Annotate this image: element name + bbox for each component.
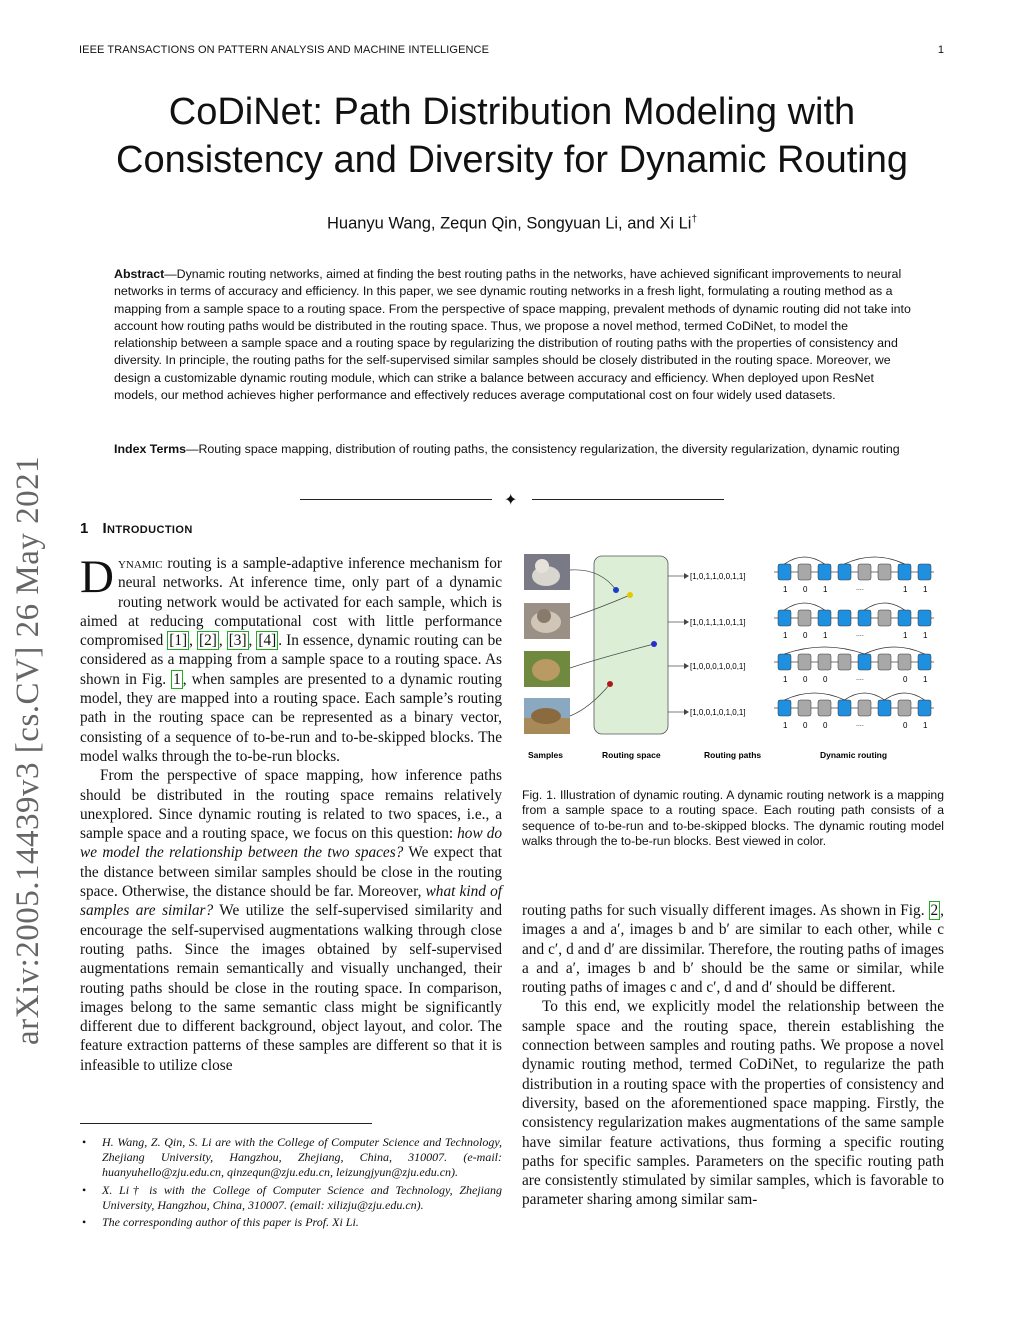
bit-label: 1 bbox=[923, 631, 928, 640]
skip-block bbox=[858, 564, 871, 580]
routing-space-box bbox=[594, 556, 668, 734]
skip-block bbox=[798, 700, 811, 716]
skip-block bbox=[798, 610, 811, 626]
skip-block bbox=[878, 610, 891, 626]
abstract bbox=[114, 266, 912, 404]
skip-block bbox=[838, 654, 851, 670]
bit-label: 1 bbox=[783, 675, 788, 684]
skip-block bbox=[858, 700, 871, 716]
routing-path-label: [1,0,1,1,1,0,1,1] bbox=[690, 618, 746, 627]
skip-block bbox=[818, 654, 831, 670]
intro-text: From the perspective of space mapping, how inference paths should be distributed in the routing space remains relatively unexplored. Since dynamic routing is related to two spaces, i.e., a sample space and a routing space, we focus on this question: bbox=[80, 767, 502, 843]
bit-label: 0 bbox=[903, 721, 908, 730]
ellipsis-label: .... bbox=[856, 675, 864, 682]
run-block bbox=[778, 654, 791, 670]
title-line-2: Consistency and Diversity for Dynamic Routing bbox=[116, 139, 908, 181]
dynamic-routing-blocks bbox=[774, 557, 934, 730]
bit-label: 1 bbox=[923, 675, 928, 684]
footnote-text: H. Wang, Z. Qin, S. Li are with the College of Computer Science and Technology, Zhejiang University, Hangzhou, Zhejiang, China, 310007. (e-mail: huanyuhello@zju.edu.cn, qinzequn@zju.edu.cn, leizungjyun@zju.edu.cn). bbox=[102, 1135, 502, 1180]
right-column-text bbox=[522, 901, 944, 1210]
separator-diamond-icon: ✦ bbox=[504, 492, 518, 509]
bit-label: 1 bbox=[923, 585, 928, 594]
skip-arc bbox=[785, 693, 845, 700]
figure-link[interactable]: 2 bbox=[930, 902, 939, 919]
bit-label: 0 bbox=[803, 631, 808, 640]
bit-label: 1 bbox=[923, 721, 928, 730]
label-samples: Samples bbox=[528, 750, 563, 760]
bit-label: 1 bbox=[783, 721, 788, 730]
routing-dot-b bbox=[627, 592, 633, 598]
question-text: what kind of samples are similar? bbox=[80, 883, 502, 920]
figure-1-caption: Fig. 1. Illustration of dynamic routing. A dynamic routing network is a mapping from a sample space to a routing space. Each routing path consists of a sequence of to-be-run and to-be-skipped blocks. The dynamic routing model walks through the to-be-run blocks. Best viewed in color. bbox=[522, 788, 944, 848]
figure-link[interactable]: 1 bbox=[173, 670, 181, 688]
run-block bbox=[878, 700, 891, 716]
section-separator bbox=[300, 492, 724, 509]
skip-arc bbox=[785, 603, 825, 610]
bit-label: 1 bbox=[903, 585, 908, 594]
sample-images bbox=[524, 554, 570, 734]
citation-link[interactable]: [4] bbox=[258, 632, 277, 650]
skip-block bbox=[798, 654, 811, 670]
author-names: Huanyu Wang, Zequn Qin, Songyuan Li, and Xi Li bbox=[326, 214, 692, 233]
label-dynamic-routing: Dynamic routing bbox=[820, 750, 888, 760]
index-terms-label: Index Terms bbox=[114, 442, 187, 456]
routing-path-label: [1,0,0,1,0,1,0,1] bbox=[690, 708, 746, 717]
routing-dot-c bbox=[651, 641, 657, 647]
run-block bbox=[918, 700, 931, 716]
run-block bbox=[918, 564, 931, 580]
drop-cap: D bbox=[80, 551, 114, 603]
page-number: 1 bbox=[937, 44, 944, 56]
run-block bbox=[778, 610, 791, 626]
skip-block bbox=[798, 564, 811, 580]
index-terms bbox=[114, 441, 912, 458]
skip-block bbox=[878, 654, 891, 670]
bit-label: 0 bbox=[803, 721, 808, 730]
skip-block bbox=[898, 654, 911, 670]
intro-paragraph-4: To this end, we explicitly model the relationship between the sample space and the routing space, therein establishing the connection between samples and routing paths. We propose a novel dynamic routing method, termed CoDiNet, to regularize the path distribution in a routing space with the properties of consistency and diversity, based on the aforementioned space mapping. Firstly, the consistency regularization makes augmentations of the same sample have similar feature activations, thus forming a specific routing paths for specific samples. Parameters on the specific routing path are consistently stimulated by similar samples, which is favorable to parameter sharing among similar sam- bbox=[522, 998, 944, 1209]
skip-arc bbox=[845, 557, 905, 564]
skip-block bbox=[818, 700, 831, 716]
citation-link[interactable]: [1] bbox=[169, 632, 188, 650]
intro-text: , images a and a′, images b and b′ are similar to each other, while c and c′, d and d′ are dissimilar. Therefore, the routing paths of images a and a′, images b and b′ should be the same or similar, while routing paths of images c and c′, d and d′ should be different. bbox=[522, 902, 944, 997]
ellipsis-label: .... bbox=[856, 585, 864, 592]
running-header: IEEE TRANSACTIONS ON PATTERN ANALYSIS AND MACHINE INTELLIGENCE bbox=[79, 44, 490, 56]
question-text: how do we model the relationship between the two spaces? bbox=[80, 825, 502, 862]
ellipsis-label: .... bbox=[856, 721, 864, 728]
skip-arc bbox=[785, 647, 865, 654]
routing-path-label: [1,0,1,1,0,0,1,1] bbox=[690, 572, 746, 581]
bit-label: 1 bbox=[903, 631, 908, 640]
intro-paragraph-1: Dynamic routing is a sample-adaptive inference mechanism for neural networks. At inference time, only part of a dynamic routing network would be activated for each sample, which is aimed at reducing computational cost with little performance compromised [1] , [2] , [3] , [4] . In essence, dynamic routing can be considered as a mapping from a sample space to a routing space. As shown in Fig. 1 , when samples are presented to a dynamic routing model, they are mapped into a routing space. Each sample’s routing path in the routing space can be represented as a binary vector, consisting of a sequence of to-be-run and to-be-skipped blocks. The model walks through the to-be-run blocks. bbox=[80, 551, 503, 765]
intro-text: We expect that the distance between similar samples should be close in the routing space. Otherwise, the distance should be far. Moreover, bbox=[80, 844, 502, 901]
run-block bbox=[838, 564, 851, 580]
figure-1-dynamic-routing bbox=[520, 548, 950, 770]
footnote-text: The corresponding author of this paper is Prof. Xi Li. bbox=[102, 1215, 359, 1230]
label-routing-space: Routing space bbox=[602, 750, 661, 760]
run-block bbox=[818, 564, 831, 580]
paper-title bbox=[40, 88, 984, 184]
footnotes bbox=[80, 1135, 502, 1232]
bit-label: 1 bbox=[823, 585, 828, 594]
intro-paragraph-2 bbox=[80, 766, 502, 1075]
run-block bbox=[898, 610, 911, 626]
routing-path-label: [1,0,0,0,1,0,0,1] bbox=[690, 662, 746, 671]
skip-arc bbox=[865, 647, 925, 654]
section-title: Introduction bbox=[102, 520, 193, 537]
dropcap-word: ynamic bbox=[117, 555, 163, 572]
run-block bbox=[838, 610, 851, 626]
intro-text: routing is a sample-adaptive inference mechanism for neural networks. At inference time, only part of a dynamic routing network would be activated for each sample, which is aimed at reducing computational cost with little performance compromised bbox=[80, 555, 502, 650]
label-routing-paths: Routing paths bbox=[704, 750, 762, 760]
bit-label: 1 bbox=[783, 631, 788, 640]
citation-link[interactable]: [3] bbox=[228, 632, 247, 650]
abstract-text: —Dynamic routing networks, aimed at finding the best routing paths in the networks, have achieved significant improvements to neural networks in terms of accuracy and efficiency. In this paper, we see dynamic routing networks in a fresh light, formulating a routing method as a mapping from a sample space to a routing space. From the perspective of space mapping, prevalent methods of dynamic routing did not take into account how routing paths would be distributed in the routing space. Thus, we propose a novel method, termed CoDiNet, to model the relationship between a sample space and a routing space by regularizing the distribution of routing paths with the properties of consistency and diversity. In principle, the routing paths for the self-supervised similar samples should be closely distributed in the routing space. Moreover, we design a customizable dynamic routing module, which can strike a balance between accuracy and efficiency. When deployed upon ResNet models, our method achieves higher performance and effectively reduces average computational cost on four widely used datasets. bbox=[114, 267, 911, 403]
intro-text: . In essence, dynamic routing can be considered as a mapping from a sample space to a routing space. As shown in Fig. bbox=[80, 632, 503, 688]
run-block bbox=[858, 610, 871, 626]
run-block bbox=[918, 610, 931, 626]
bit-label: 0 bbox=[823, 675, 828, 684]
run-block bbox=[778, 700, 791, 716]
footnote-text: X. Li† is with the College of Computer Science and Technology, Zhejiang University, Hangzhou, China, 310007. (email: xilizju@zju.edu.cn). bbox=[102, 1182, 502, 1212]
footnote: • X. Li† is with the College of Computer Science and Technology, Zhejiang University, Hangzhou, China, 310007. (email: xilizju@zju.edu.cn). bbox=[82, 1182, 502, 1212]
footnote: • H. Wang, Z. Qin, S. Li are with the College of Computer Science and Technology, Zhejiang University, Hangzhou, Zhejiang, China, 310007. (e-mail: huanyuhello@zju.edu.cn, qinzequn@zju.edu.cn, leizungjyun@zju.edu.cn). bbox=[82, 1135, 502, 1180]
citation-link[interactable]: [2] bbox=[199, 632, 217, 650]
run-block bbox=[918, 654, 931, 670]
skip-block bbox=[898, 700, 911, 716]
run-block bbox=[838, 700, 851, 716]
bit-label: 1 bbox=[783, 585, 788, 594]
run-block bbox=[858, 654, 871, 670]
bit-label: 0 bbox=[803, 675, 808, 684]
skip-arc bbox=[845, 693, 885, 700]
ellipsis-label: .... bbox=[856, 631, 864, 638]
title-line-1: CoDiNet: Path Distribution Modeling with bbox=[168, 91, 856, 133]
skip-arc bbox=[885, 693, 925, 700]
intro-text: We utilize the self-supervised similarity and encourage the self-supervised augmentations walking through close routing paths. Since the images obtained by self-supervised augmentations remain semantically and visually unchanged, their routing paths should be close in the routing space. In comparison, images belong to the same semantic class might be significantly different due to different background, object layout, and color. The feature extraction patterns of these samples are different so that it is infeasible to utilize close bbox=[80, 902, 502, 1074]
bit-label: 0 bbox=[823, 721, 828, 730]
intro-text: , when samples are presented to a dynamic routing model, they are mapped into a routing space. Each sample’s routing path in the routing space can be represented as a binary vector, consisting of a sequence of to-be-run and to-be-skipped blocks. The model walks through the to-be-run blocks. bbox=[80, 670, 503, 765]
arxiv-stamp: arXiv:2005.14439v3 [cs.CV] 26 May 2021 bbox=[10, 455, 46, 1045]
left-column-text bbox=[80, 551, 503, 1075]
routing-dot-d bbox=[607, 681, 613, 687]
routing-dot-a bbox=[613, 587, 619, 593]
skip-arc bbox=[785, 557, 825, 564]
run-block bbox=[778, 564, 791, 580]
intro-paragraph-3 bbox=[522, 901, 944, 997]
skip-block bbox=[878, 564, 891, 580]
section-number: 1 bbox=[80, 520, 89, 537]
abstract-label: Abstract bbox=[114, 267, 165, 281]
author-list bbox=[0, 214, 1024, 234]
bit-label: 1 bbox=[823, 631, 828, 640]
bit-label: 0 bbox=[903, 675, 908, 684]
footnote: • The corresponding author of this paper is Prof. Xi Li. bbox=[82, 1215, 359, 1230]
run-block bbox=[818, 610, 831, 626]
footnote-rule bbox=[80, 1123, 372, 1124]
bit-label: 0 bbox=[803, 585, 808, 594]
section-heading bbox=[80, 520, 193, 537]
run-block bbox=[898, 564, 911, 580]
intro-text: routing paths for such visually different images. As shown in Fig. bbox=[522, 902, 929, 919]
skip-arc bbox=[865, 603, 905, 610]
index-terms-text: —Routing space mapping, distribution of routing paths, the consistency regularization, the diversity regularization, dynamic routing bbox=[186, 442, 900, 456]
corresponding-mark: † bbox=[691, 214, 697, 225]
